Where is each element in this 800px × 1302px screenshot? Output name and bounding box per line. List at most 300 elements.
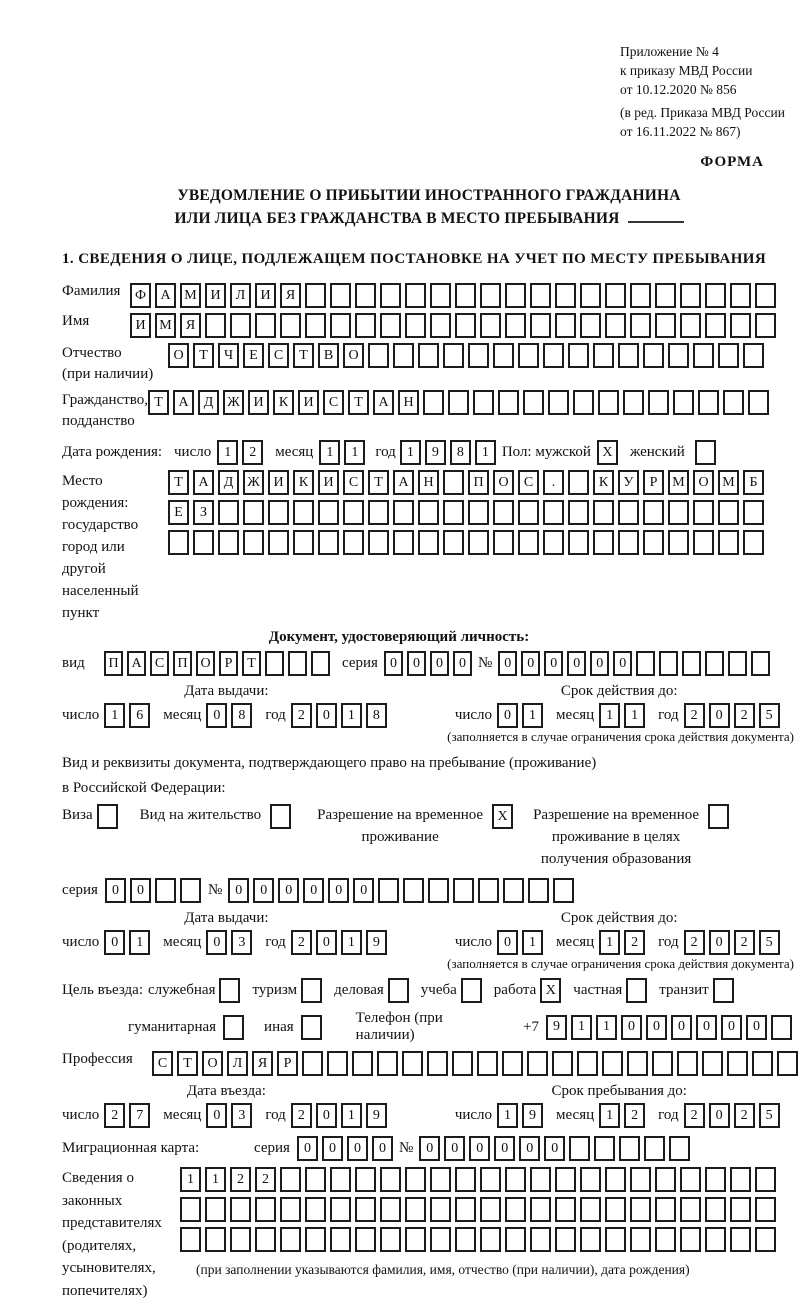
representative-cell[interactable] bbox=[655, 1197, 676, 1222]
representative-cell[interactable] bbox=[255, 1227, 276, 1252]
female-checkbox[interactable] bbox=[695, 440, 716, 465]
birth-place-cell[interactable] bbox=[268, 530, 289, 555]
birth-place-cell[interactable] bbox=[468, 530, 489, 555]
surname-cell[interactable] bbox=[480, 283, 501, 308]
issue-month-cell[interactable]: 8 bbox=[231, 703, 252, 728]
entry-year-cell[interactable]: 9 bbox=[366, 1103, 387, 1128]
representative-cell[interactable] bbox=[680, 1167, 701, 1192]
birth-place-cell[interactable] bbox=[643, 500, 664, 525]
birth-place-cell[interactable] bbox=[368, 530, 389, 555]
birth-place-cell[interactable] bbox=[168, 530, 189, 555]
representative-cell[interactable] bbox=[555, 1227, 576, 1252]
citizenship-cell[interactable]: А bbox=[173, 390, 194, 415]
doc-number-cell[interactable] bbox=[682, 651, 701, 676]
birth-place-cell[interactable]: У bbox=[618, 470, 639, 495]
birth-place-cell[interactable] bbox=[418, 500, 439, 525]
representative-cell[interactable] bbox=[605, 1197, 626, 1222]
profession-cell[interactable] bbox=[752, 1051, 773, 1076]
representative-cell[interactable] bbox=[530, 1167, 551, 1192]
representative-cell[interactable]: 2 bbox=[255, 1167, 276, 1192]
representative-cell[interactable] bbox=[530, 1197, 551, 1222]
representative-cell[interactable] bbox=[355, 1227, 376, 1252]
birth-place-cell[interactable] bbox=[368, 500, 389, 525]
purpose-private-checkbox[interactable] bbox=[626, 978, 647, 1003]
doc-series-cell[interactable]: 0 bbox=[384, 651, 403, 676]
citizenship-cell[interactable] bbox=[423, 390, 444, 415]
representative-cell[interactable]: 1 bbox=[205, 1167, 226, 1192]
citizenship-cell[interactable]: Т bbox=[148, 390, 169, 415]
entry-day-cell[interactable]: 7 bbox=[129, 1103, 150, 1128]
birth-place-cell[interactable] bbox=[293, 530, 314, 555]
purpose-business-checkbox[interactable] bbox=[388, 978, 409, 1003]
birth-place-cell[interactable] bbox=[743, 500, 764, 525]
expiry-month-cell[interactable]: 1 bbox=[624, 703, 645, 728]
birth-place-cell[interactable] bbox=[593, 500, 614, 525]
given-name-cell[interactable] bbox=[580, 313, 601, 338]
migration-number-cell[interactable]: 0 bbox=[519, 1136, 540, 1161]
purpose-tourism-checkbox[interactable] bbox=[301, 978, 322, 1003]
representative-cell[interactable] bbox=[355, 1197, 376, 1222]
temp-residence-edu-checkbox[interactable] bbox=[708, 804, 729, 829]
stay-expiry-year-cell[interactable]: 2 bbox=[684, 930, 705, 955]
surname-cell[interactable] bbox=[455, 283, 476, 308]
profession-cell[interactable] bbox=[352, 1051, 373, 1076]
purpose-humanitarian-checkbox[interactable] bbox=[223, 1015, 244, 1040]
citizenship-cell[interactable] bbox=[723, 390, 744, 415]
representative-cell[interactable]: 1 bbox=[180, 1167, 201, 1192]
stay-until-day-cell[interactable]: 1 bbox=[497, 1103, 518, 1128]
patronymic-cell[interactable] bbox=[393, 343, 414, 368]
issue-year-cell[interactable]: 1 bbox=[341, 703, 362, 728]
phone-cell[interactable]: 1 bbox=[571, 1015, 592, 1040]
profession-cell[interactable] bbox=[552, 1051, 573, 1076]
doc-number-cell[interactable] bbox=[659, 651, 678, 676]
doc-number-cell[interactable] bbox=[751, 651, 770, 676]
representative-cell[interactable] bbox=[580, 1227, 601, 1252]
birth-place-cell[interactable] bbox=[443, 470, 464, 495]
representative-cell[interactable] bbox=[405, 1167, 426, 1192]
given-name-cell[interactable] bbox=[255, 313, 276, 338]
given-name-cell[interactable] bbox=[480, 313, 501, 338]
stay-number-cell[interactable]: 0 bbox=[228, 878, 249, 903]
representative-cell[interactable]: 2 bbox=[230, 1167, 251, 1192]
representative-cell[interactable] bbox=[505, 1167, 526, 1192]
representative-cell[interactable] bbox=[380, 1197, 401, 1222]
purpose-official-checkbox[interactable] bbox=[219, 978, 240, 1003]
surname-cell[interactable]: А bbox=[155, 283, 176, 308]
phone-cell[interactable]: 0 bbox=[671, 1015, 692, 1040]
given-name-cell[interactable] bbox=[730, 313, 751, 338]
stay-until-year-cell[interactable]: 2 bbox=[734, 1103, 755, 1128]
birth-year-cell[interactable]: 9 bbox=[425, 440, 446, 465]
representative-cell[interactable] bbox=[380, 1227, 401, 1252]
profession-cell[interactable]: С bbox=[152, 1051, 173, 1076]
representative-cell[interactable] bbox=[355, 1167, 376, 1192]
birth-place-cell[interactable] bbox=[693, 530, 714, 555]
stay-number-cell[interactable]: 0 bbox=[278, 878, 299, 903]
representative-cell[interactable] bbox=[430, 1167, 451, 1192]
birth-place-cell[interactable]: К bbox=[293, 470, 314, 495]
given-name-cell[interactable] bbox=[605, 313, 626, 338]
citizenship-cell[interactable] bbox=[623, 390, 644, 415]
representative-cell[interactable] bbox=[655, 1167, 676, 1192]
profession-cell[interactable] bbox=[727, 1051, 748, 1076]
issue-year-cell[interactable]: 0 bbox=[316, 703, 337, 728]
given-name-cell[interactable]: М bbox=[155, 313, 176, 338]
profession-cell[interactable] bbox=[602, 1051, 623, 1076]
birth-place-cell[interactable]: А bbox=[393, 470, 414, 495]
migration-number-cell[interactable] bbox=[644, 1136, 665, 1161]
birth-place-cell[interactable] bbox=[418, 530, 439, 555]
birth-place-cell[interactable] bbox=[518, 500, 539, 525]
profession-cell[interactable] bbox=[652, 1051, 673, 1076]
stay-number-cell[interactable] bbox=[478, 878, 499, 903]
doc-type-cell[interactable]: Р bbox=[219, 651, 238, 676]
expiry-year-cell[interactable]: 2 bbox=[684, 703, 705, 728]
phone-cell[interactable]: 0 bbox=[696, 1015, 717, 1040]
given-name-cell[interactable] bbox=[205, 313, 226, 338]
patronymic-cell[interactable]: Т bbox=[193, 343, 214, 368]
representative-cell[interactable] bbox=[455, 1167, 476, 1192]
profession-cell[interactable] bbox=[627, 1051, 648, 1076]
birth-place-cell[interactable] bbox=[543, 500, 564, 525]
stay-expiry-day-cell[interactable]: 1 bbox=[522, 930, 543, 955]
profession-cell[interactable]: Я bbox=[252, 1051, 273, 1076]
birth-place-cell[interactable] bbox=[393, 530, 414, 555]
profession-cell[interactable] bbox=[302, 1051, 323, 1076]
doc-number-cell[interactable]: 0 bbox=[567, 651, 586, 676]
stay-expiry-year-cell[interactable]: 0 bbox=[709, 930, 730, 955]
representative-cell[interactable] bbox=[730, 1227, 751, 1252]
citizenship-cell[interactable] bbox=[548, 390, 569, 415]
birth-place-cell[interactable]: Д bbox=[218, 470, 239, 495]
representative-cell[interactable] bbox=[755, 1167, 776, 1192]
surname-cell[interactable] bbox=[580, 283, 601, 308]
given-name-cell[interactable] bbox=[755, 313, 776, 338]
stay-series-cell[interactable] bbox=[155, 878, 176, 903]
birth-place-cell[interactable] bbox=[543, 530, 564, 555]
doc-series-cell[interactable]: 0 bbox=[430, 651, 449, 676]
given-name-cell[interactable] bbox=[355, 313, 376, 338]
phone-cell[interactable]: 1 bbox=[596, 1015, 617, 1040]
patronymic-cell[interactable] bbox=[718, 343, 739, 368]
stay-expiry-year-cell[interactable]: 5 bbox=[759, 930, 780, 955]
birth-place-cell[interactable]: К bbox=[593, 470, 614, 495]
purpose-study-checkbox[interactable] bbox=[461, 978, 482, 1003]
representative-cell[interactable] bbox=[455, 1227, 476, 1252]
phone-cell[interactable] bbox=[771, 1015, 792, 1040]
birth-place-cell[interactable] bbox=[593, 530, 614, 555]
visa-checkbox[interactable] bbox=[97, 804, 118, 829]
representative-cell[interactable] bbox=[230, 1197, 251, 1222]
birth-place-cell[interactable]: А bbox=[193, 470, 214, 495]
stay-issue-year-cell[interactable]: 1 bbox=[341, 930, 362, 955]
surname-cell[interactable] bbox=[630, 283, 651, 308]
representative-cell[interactable] bbox=[580, 1197, 601, 1222]
birth-place-cell[interactable]: Б bbox=[743, 470, 764, 495]
citizenship-cell[interactable] bbox=[498, 390, 519, 415]
patronymic-cell[interactable] bbox=[368, 343, 389, 368]
birth-place-cell[interactable] bbox=[743, 530, 764, 555]
given-name-cell[interactable] bbox=[405, 313, 426, 338]
birth-place-cell[interactable]: Р bbox=[643, 470, 664, 495]
purpose-transit-checkbox[interactable] bbox=[713, 978, 734, 1003]
patronymic-cell[interactable] bbox=[518, 343, 539, 368]
patronymic-cell[interactable]: Е bbox=[243, 343, 264, 368]
representative-cell[interactable] bbox=[705, 1227, 726, 1252]
profession-cell[interactable] bbox=[577, 1051, 598, 1076]
patronymic-cell[interactable]: С bbox=[268, 343, 289, 368]
patronymic-cell[interactable]: Т bbox=[293, 343, 314, 368]
profession-cell[interactable] bbox=[477, 1051, 498, 1076]
doc-number-cell[interactable]: 0 bbox=[544, 651, 563, 676]
patronymic-cell[interactable] bbox=[418, 343, 439, 368]
birth-place-cell[interactable]: М bbox=[718, 470, 739, 495]
birth-place-cell[interactable] bbox=[318, 530, 339, 555]
patronymic-cell[interactable] bbox=[468, 343, 489, 368]
entry-month-cell[interactable]: 0 bbox=[206, 1103, 227, 1128]
stay-until-year-cell[interactable]: 0 bbox=[709, 1103, 730, 1128]
stay-number-cell[interactable] bbox=[553, 878, 574, 903]
birth-place-cell[interactable] bbox=[693, 500, 714, 525]
expiry-year-cell[interactable]: 5 bbox=[759, 703, 780, 728]
given-name-cell[interactable] bbox=[330, 313, 351, 338]
stay-until-month-cell[interactable]: 2 bbox=[624, 1103, 645, 1128]
birth-month-cell[interactable]: 1 bbox=[344, 440, 365, 465]
citizenship-cell[interactable] bbox=[473, 390, 494, 415]
stay-series-cell[interactable]: 0 bbox=[130, 878, 151, 903]
citizenship-cell[interactable] bbox=[698, 390, 719, 415]
entry-year-cell[interactable]: 1 bbox=[341, 1103, 362, 1128]
representative-cell[interactable] bbox=[180, 1227, 201, 1252]
representative-cell[interactable] bbox=[280, 1167, 301, 1192]
birth-place-cell[interactable]: . bbox=[543, 470, 564, 495]
representative-cell[interactable] bbox=[205, 1227, 226, 1252]
patronymic-cell[interactable] bbox=[643, 343, 664, 368]
birth-place-cell[interactable] bbox=[668, 500, 689, 525]
birth-place-cell[interactable]: Т bbox=[168, 470, 189, 495]
birth-place-cell[interactable] bbox=[443, 530, 464, 555]
phone-cell[interactable]: 0 bbox=[721, 1015, 742, 1040]
stay-issue-year-cell[interactable]: 2 bbox=[291, 930, 312, 955]
profession-cell[interactable] bbox=[377, 1051, 398, 1076]
phone-cell[interactable]: 0 bbox=[746, 1015, 767, 1040]
representative-cell[interactable] bbox=[605, 1227, 626, 1252]
stay-issue-day-cell[interactable]: 0 bbox=[104, 930, 125, 955]
given-name-cell[interactable] bbox=[505, 313, 526, 338]
expiry-year-cell[interactable]: 2 bbox=[734, 703, 755, 728]
citizenship-cell[interactable]: Ж bbox=[223, 390, 244, 415]
patronymic-cell[interactable] bbox=[593, 343, 614, 368]
representative-cell[interactable] bbox=[330, 1167, 351, 1192]
surname-cell[interactable] bbox=[380, 283, 401, 308]
phone-cell[interactable]: 0 bbox=[621, 1015, 642, 1040]
birth-place-cell[interactable] bbox=[343, 500, 364, 525]
patronymic-cell[interactable]: О bbox=[343, 343, 364, 368]
surname-cell[interactable] bbox=[705, 283, 726, 308]
entry-day-cell[interactable]: 2 bbox=[104, 1103, 125, 1128]
stay-number-cell[interactable] bbox=[453, 878, 474, 903]
birth-place-cell[interactable] bbox=[618, 500, 639, 525]
citizenship-cell[interactable] bbox=[673, 390, 694, 415]
birth-place-cell[interactable] bbox=[468, 500, 489, 525]
representative-cell[interactable] bbox=[630, 1227, 651, 1252]
citizenship-cell[interactable] bbox=[523, 390, 544, 415]
surname-cell[interactable] bbox=[555, 283, 576, 308]
stay-issue-month-cell[interactable]: 0 bbox=[206, 930, 227, 955]
surname-cell[interactable]: И bbox=[255, 283, 276, 308]
given-name-cell[interactable] bbox=[705, 313, 726, 338]
entry-year-cell[interactable]: 2 bbox=[291, 1103, 312, 1128]
surname-cell[interactable]: И bbox=[205, 283, 226, 308]
temp-residence-checkbox[interactable]: X bbox=[492, 804, 513, 829]
issue-day-cell[interactable]: 6 bbox=[129, 703, 150, 728]
migration-number-cell[interactable]: 0 bbox=[494, 1136, 515, 1161]
purpose-other-checkbox[interactable] bbox=[301, 1015, 322, 1040]
profession-cell[interactable] bbox=[427, 1051, 448, 1076]
given-name-cell[interactable]: И bbox=[130, 313, 151, 338]
birth-place-cell[interactable]: Е bbox=[168, 500, 189, 525]
representative-cell[interactable] bbox=[580, 1167, 601, 1192]
birth-place-cell[interactable] bbox=[268, 500, 289, 525]
doc-type-cell[interactable] bbox=[311, 651, 330, 676]
migration-number-cell[interactable]: 0 bbox=[444, 1136, 465, 1161]
birth-place-cell[interactable] bbox=[668, 530, 689, 555]
birth-place-cell[interactable] bbox=[718, 500, 739, 525]
surname-cell[interactable] bbox=[305, 283, 326, 308]
birth-day-cell[interactable]: 2 bbox=[242, 440, 263, 465]
surname-cell[interactable] bbox=[505, 283, 526, 308]
citizenship-cell[interactable] bbox=[573, 390, 594, 415]
citizenship-cell[interactable]: К bbox=[273, 390, 294, 415]
profession-cell[interactable] bbox=[677, 1051, 698, 1076]
birth-place-cell[interactable]: И bbox=[268, 470, 289, 495]
stay-number-cell[interactable]: 0 bbox=[353, 878, 374, 903]
patronymic-cell[interactable] bbox=[493, 343, 514, 368]
migration-number-cell[interactable]: 0 bbox=[469, 1136, 490, 1161]
birth-place-cell[interactable]: О bbox=[693, 470, 714, 495]
residence-permit-checkbox[interactable] bbox=[270, 804, 291, 829]
birth-year-cell[interactable]: 8 bbox=[450, 440, 471, 465]
birth-place-cell[interactable]: П bbox=[468, 470, 489, 495]
birth-place-cell[interactable] bbox=[318, 500, 339, 525]
birth-place-cell[interactable] bbox=[493, 530, 514, 555]
phone-cell[interactable]: 9 bbox=[546, 1015, 567, 1040]
representative-cell[interactable] bbox=[380, 1167, 401, 1192]
citizenship-cell[interactable]: А bbox=[373, 390, 394, 415]
profession-cell[interactable] bbox=[502, 1051, 523, 1076]
citizenship-cell[interactable]: Т bbox=[348, 390, 369, 415]
birth-place-cell[interactable]: С bbox=[343, 470, 364, 495]
stay-number-cell[interactable] bbox=[378, 878, 399, 903]
citizenship-cell[interactable] bbox=[598, 390, 619, 415]
birth-year-cell[interactable]: 1 bbox=[400, 440, 421, 465]
stay-expiry-year-cell[interactable]: 2 bbox=[734, 930, 755, 955]
given-name-cell[interactable] bbox=[305, 313, 326, 338]
patronymic-cell[interactable]: О bbox=[168, 343, 189, 368]
profession-cell[interactable]: Т bbox=[177, 1051, 198, 1076]
doc-type-cell[interactable]: П bbox=[173, 651, 192, 676]
entry-year-cell[interactable]: 0 bbox=[316, 1103, 337, 1128]
stay-issue-year-cell[interactable]: 0 bbox=[316, 930, 337, 955]
surname-cell[interactable]: Ф bbox=[130, 283, 151, 308]
doc-number-cell[interactable] bbox=[636, 651, 655, 676]
surname-cell[interactable] bbox=[355, 283, 376, 308]
representative-cell[interactable] bbox=[280, 1197, 301, 1222]
doc-series-cell[interactable]: 0 bbox=[407, 651, 426, 676]
birth-place-cell[interactable]: М bbox=[668, 470, 689, 495]
stay-until-day-cell[interactable]: 9 bbox=[522, 1103, 543, 1128]
doc-type-cell[interactable]: А bbox=[127, 651, 146, 676]
doc-number-cell[interactable]: 0 bbox=[521, 651, 540, 676]
given-name-cell[interactable] bbox=[555, 313, 576, 338]
stay-number-cell[interactable]: 0 bbox=[253, 878, 274, 903]
stay-number-cell[interactable]: 0 bbox=[303, 878, 324, 903]
birth-place-cell[interactable] bbox=[393, 500, 414, 525]
citizenship-cell[interactable] bbox=[648, 390, 669, 415]
migration-number-cell[interactable] bbox=[669, 1136, 690, 1161]
patronymic-cell[interactable] bbox=[693, 343, 714, 368]
doc-type-cell[interactable]: Т bbox=[242, 651, 261, 676]
representative-cell[interactable] bbox=[755, 1227, 776, 1252]
birth-place-cell[interactable] bbox=[568, 530, 589, 555]
given-name-cell[interactable] bbox=[530, 313, 551, 338]
doc-series-cell[interactable]: 0 bbox=[453, 651, 472, 676]
representative-cell[interactable] bbox=[480, 1167, 501, 1192]
stay-issue-day-cell[interactable]: 1 bbox=[129, 930, 150, 955]
stay-issue-year-cell[interactable]: 9 bbox=[366, 930, 387, 955]
representative-cell[interactable] bbox=[655, 1227, 676, 1252]
birth-month-cell[interactable]: 1 bbox=[319, 440, 340, 465]
citizenship-cell[interactable]: И bbox=[298, 390, 319, 415]
doc-type-cell[interactable] bbox=[265, 651, 284, 676]
representative-cell[interactable] bbox=[480, 1227, 501, 1252]
stay-expiry-day-cell[interactable]: 0 bbox=[497, 930, 518, 955]
citizenship-cell[interactable]: Н bbox=[398, 390, 419, 415]
profession-cell[interactable]: Р bbox=[277, 1051, 298, 1076]
given-name-cell[interactable] bbox=[680, 313, 701, 338]
birth-place-cell[interactable] bbox=[568, 470, 589, 495]
doc-type-cell[interactable]: О bbox=[196, 651, 215, 676]
migration-series-cell[interactable]: 0 bbox=[347, 1136, 368, 1161]
patronymic-cell[interactable] bbox=[743, 343, 764, 368]
doc-number-cell[interactable]: 0 bbox=[590, 651, 609, 676]
profession-cell[interactable] bbox=[402, 1051, 423, 1076]
surname-cell[interactable] bbox=[755, 283, 776, 308]
representative-cell[interactable] bbox=[705, 1197, 726, 1222]
representative-cell[interactable] bbox=[555, 1167, 576, 1192]
doc-type-cell[interactable] bbox=[288, 651, 307, 676]
issue-year-cell[interactable]: 2 bbox=[291, 703, 312, 728]
representative-cell[interactable] bbox=[305, 1197, 326, 1222]
doc-type-cell[interactable]: С bbox=[150, 651, 169, 676]
given-name-cell[interactable] bbox=[655, 313, 676, 338]
expiry-month-cell[interactable]: 1 bbox=[599, 703, 620, 728]
profession-cell[interactable]: Л bbox=[227, 1051, 248, 1076]
stay-series-cell[interactable] bbox=[180, 878, 201, 903]
doc-type-cell[interactable]: П bbox=[104, 651, 123, 676]
surname-cell[interactable] bbox=[530, 283, 551, 308]
doc-number-cell[interactable] bbox=[728, 651, 747, 676]
patronymic-cell[interactable]: В bbox=[318, 343, 339, 368]
patronymic-cell[interactable] bbox=[668, 343, 689, 368]
representative-cell[interactable] bbox=[205, 1197, 226, 1222]
birth-place-cell[interactable] bbox=[493, 500, 514, 525]
migration-series-cell[interactable]: 0 bbox=[297, 1136, 318, 1161]
representative-cell[interactable] bbox=[530, 1227, 551, 1252]
stay-number-cell[interactable] bbox=[403, 878, 424, 903]
stay-number-cell[interactable]: 0 bbox=[328, 878, 349, 903]
